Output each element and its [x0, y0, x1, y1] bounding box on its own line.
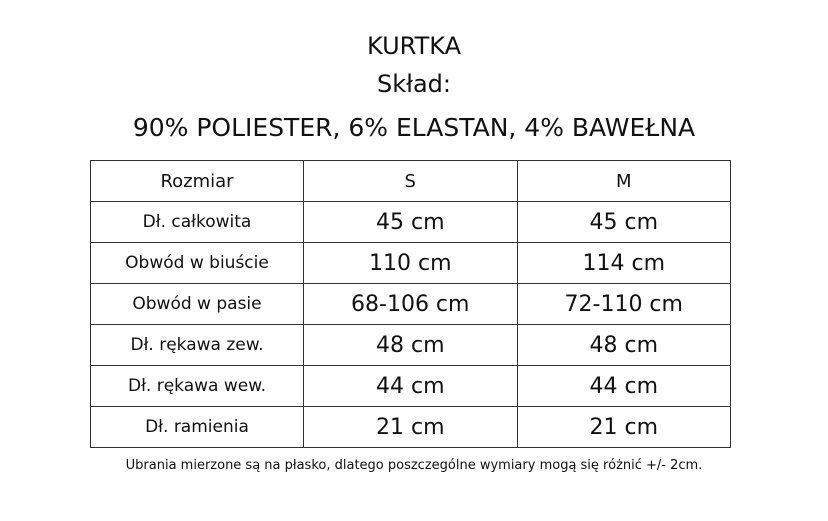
table-row — [91, 407, 731, 448]
cell-s: 48 cm — [304, 325, 518, 366]
cell-s: 21 cm — [304, 407, 518, 448]
cell-m: 45 cm — [517, 202, 731, 243]
row-label: Dł. rękawa zew. — [91, 325, 304, 366]
cell-m: 72-110 cm — [517, 284, 731, 325]
table-row — [91, 243, 731, 284]
row-label: Obwód w biuście — [91, 243, 304, 284]
row-label: Obwód w pasie — [91, 284, 304, 325]
row-label: Dł. ramienia — [91, 407, 304, 448]
measurement-note: Ubrania mierzone są na płasko, dlatego poszczególne wymiary mogą się różnić +/- 2cm. — [125, 458, 703, 473]
cell-m: 21 cm — [517, 407, 731, 448]
header-cell-s: S — [304, 161, 518, 202]
header-cell-m: M — [517, 161, 731, 202]
cell-m: 44 cm — [517, 366, 731, 407]
cell-m: 114 cm — [517, 243, 731, 284]
cell-s: 45 cm — [304, 202, 518, 243]
cell-m: 48 cm — [517, 325, 731, 366]
table-header-row — [91, 161, 731, 202]
row-label: Dł. rękawa wew. — [91, 366, 304, 407]
cell-s: 44 cm — [304, 366, 518, 407]
row-label: Dł. całkowita — [91, 202, 304, 243]
cell-s: 110 cm — [304, 243, 518, 284]
product-title: KURTKA — [367, 32, 461, 60]
table-row — [91, 284, 731, 325]
composition-label: Skład: — [377, 70, 451, 98]
table-row — [91, 366, 731, 407]
table-row — [91, 202, 731, 243]
composition-text: 90% POLIESTER, 6% ELASTAN, 4% BAWEŁNA — [132, 113, 696, 142]
cell-s: 68-106 cm — [304, 284, 518, 325]
table-row — [91, 325, 731, 366]
header-cell-size: Rozmiar — [91, 161, 304, 202]
size-table — [90, 160, 731, 448]
